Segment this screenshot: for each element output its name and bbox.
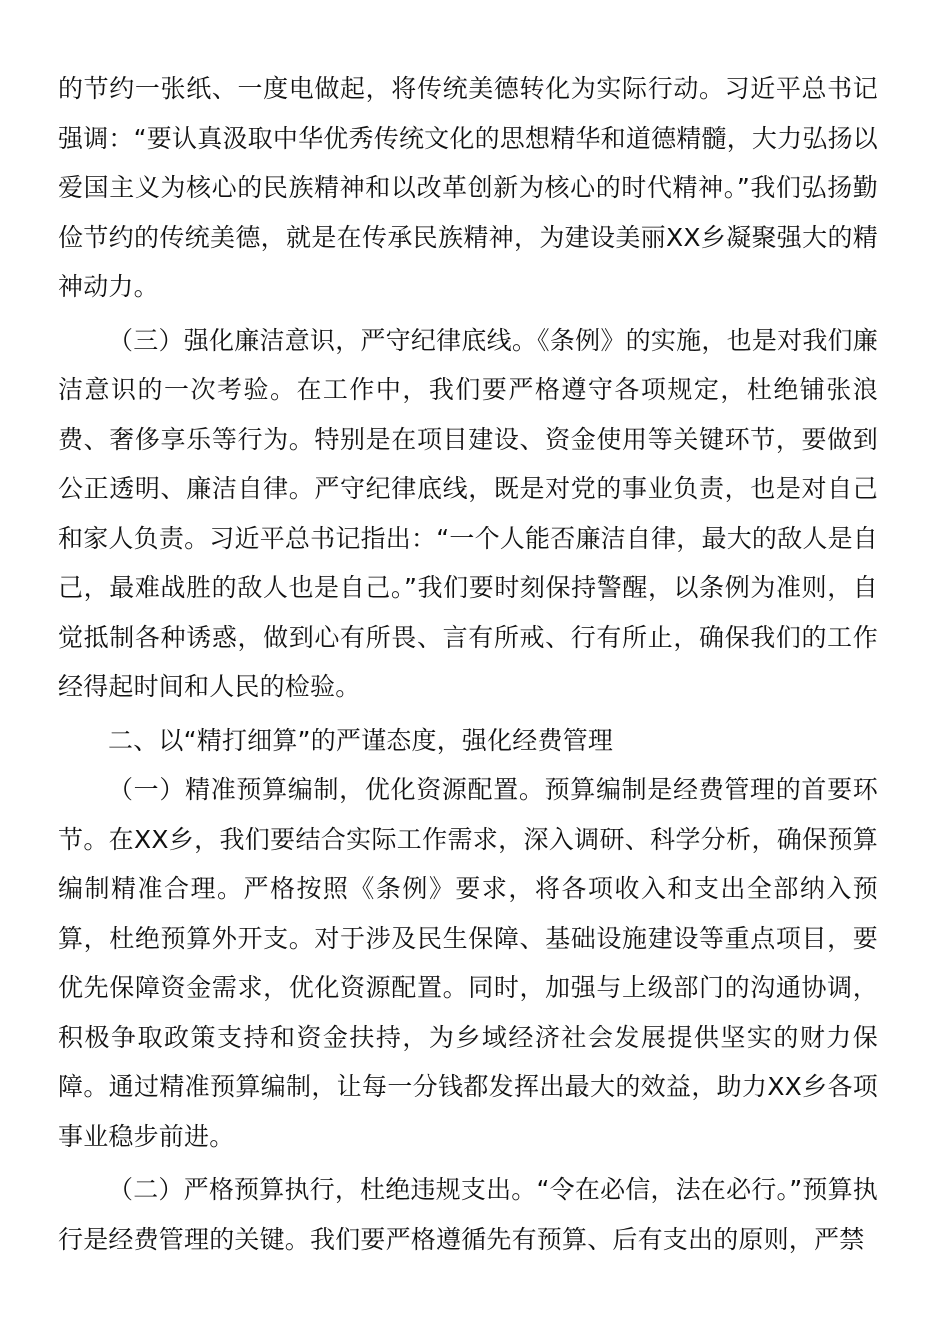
paragraph-continuation: 的节约一张纸、一度电做起，将传统美德转化为实际行动。习近平总书记强调：“要认真汲取中华优秀传统文化的思想精华和道德精髓，大力弘扬以爱国主义为核心的民族精神和以改革创新为核心的时代精神。”我们弘扬勤俭节约的传统美德，就是在传承民族精神，为建设美丽XX乡凝聚强大的精神动力。 xyxy=(58,74,878,301)
paragraph-integrity-awareness: （三）强化廉洁意识，严守纪律底线。《条例》的实施，也是对我们廉洁意识的一次考验。在工作中，我们要严格遵守各项规定，杜绝铺张浪费、奢侈享乐等行为。特别是在项目建设、资金使用等关键环节，要做到公正透明、廉洁自律。严守纪律底线，既是对党的事业负责，也是对自己和家人负责。习近平总书记指出：“一个人能否廉洁自律，最大的敌人是自己，最难战胜的敌人也是自己。”我们要时刻保持警醒，以条例为准则，自觉抵制各种诱惑，做到心有所畏、言有所戒、行有所止，确保我们的工作经得起时间和人民的检验。 xyxy=(58,325,878,701)
document-page xyxy=(58,64,878,1264)
paragraph-budget-execution: （二）严格预算执行，杜绝违规支出。“令在必信，法在必行。”预算执行是经费管理的关键。我们要严格遵循先有预算、后有支出的原则，严禁 xyxy=(58,1175,878,1254)
paragraph-budget-preparation: （一）精准预算编制，优化资源配置。预算编制是经费管理的首要环节。在XX乡，我们要结合实际工作需求，深入调研、科学分析，确保预算编制精准合理。严格按照《条例》要求，将各项收入和支出全部纳入预算，杜绝预算外开支。对于涉及民生保障、基础设施建设等重点项目，要优先保障资金需求，优化资源配置。同时，加强与上级部门的沟通协调，积极争取政策支持和资金扶持，为乡域经济社会发展提供坚实的财力保障。通过精准预算编制，让每一分钱都发挥出最大的效益，助力XX乡各项事业稳步前进。 xyxy=(58,775,878,1151)
section-heading-two: 二、以“精打细算”的严谨态度，强化经费管理 xyxy=(108,725,614,755)
